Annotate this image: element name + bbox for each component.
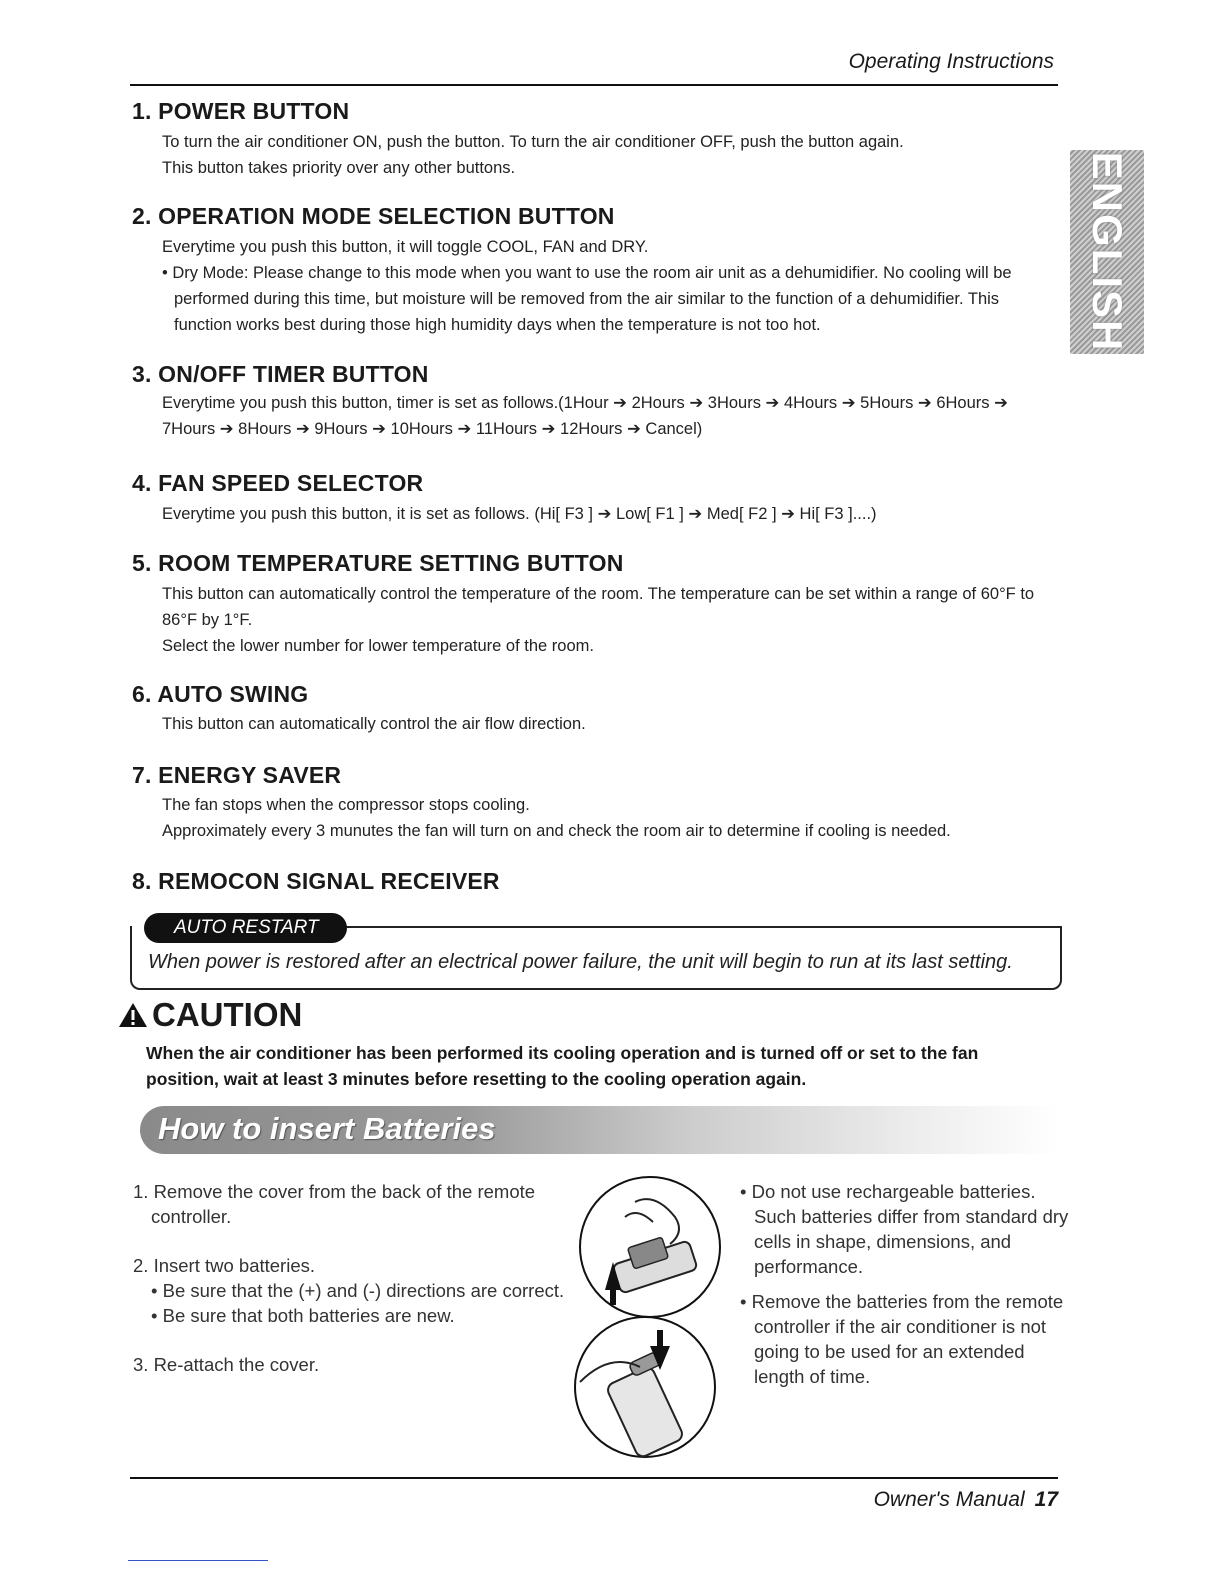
auto-restart-text: When power is restored after an electrical power failure, the unit will begin to run at its last setting. (148, 951, 1013, 973)
insert-batteries-illustration (570, 1312, 720, 1462)
section-body (162, 390, 1022, 442)
section-line: The fan stops when the compressor stops cooling. (162, 796, 530, 814)
section-title: 2. OPERATION MODE SELECTION BUTTON (132, 203, 615, 229)
section-line: • Dry Mode: Please change to this mode when you want to use the room air unit as a dehumidifier. No cooling will be performed during this time, but moisture will be removed from the air similar to the function of a dehumidifier. This function works best during those high humidity days when the temperature is not too hot. (162, 264, 1012, 334)
caution-heading (118, 996, 302, 1034)
page-header-title: Operating Instructions (848, 50, 1054, 73)
battery-step: • Be sure that the (+) and (-) directions are correct. (151, 1280, 565, 1301)
page-number: 17 (1034, 1488, 1058, 1511)
batteries-banner (140, 1106, 1060, 1154)
header-rule (130, 84, 1058, 86)
section-line: Approximately every 3 munutes the fan will turn on and check the room air to determine if cooling is needed. (162, 822, 951, 840)
auto-restart-top-rule (340, 926, 1060, 928)
page-footer (874, 1488, 1058, 1512)
battery-tips (740, 1179, 1070, 1389)
battery-tip: • Remove the batteries from the remote controller if the air conditioner is not going to be used for an extended length of time. (740, 1291, 1064, 1387)
remove-cover-illustration (575, 1172, 725, 1322)
battery-step: 3. Re-attach the cover. (133, 1354, 320, 1375)
section-line: This button takes priority over any other buttons. (162, 159, 516, 177)
bottom-link-line (128, 1560, 268, 1561)
caution-text: When the air conditioner has been performed its cooling operation and is turned off or set to the fan position, wait at least 3 minutes before resetting to the cooling operation again. (146, 1043, 979, 1089)
battery-steps (133, 1179, 573, 1377)
section-title: 5. ROOM TEMPERATURE SETTING BUTTON (132, 550, 624, 576)
section-line: This button can automatically control the air flow direction. (162, 715, 586, 733)
section-line: This button can automatically control the temperature of the room. The temperature can be set within a range of 60°F to 86°F by 1°F. (162, 585, 1035, 629)
battery-step: 2. Insert two batteries. (133, 1255, 316, 1276)
section-body (162, 234, 1042, 338)
battery-tip: • Do not use rechargeable batteries. Such batteries differ from standard dry cells in shape, dimensions, and performance. (740, 1181, 1069, 1277)
batteries-title: How to insert Batteries (158, 1111, 496, 1146)
section-body (162, 501, 1062, 527)
footer-rule (130, 1477, 1058, 1479)
caution-title: CAUTION (152, 996, 303, 1033)
section-title: 6. AUTO SWING (132, 681, 309, 707)
section-line: Everytime you push this button, it will toggle COOL, FAN and DRY. (162, 238, 649, 256)
section-line: Select the lower number for lower temperature of the room. (162, 637, 594, 655)
warning-icon (118, 1002, 148, 1028)
section-body (162, 129, 1062, 181)
section-title: 1. POWER BUTTON (132, 98, 350, 124)
section-body (162, 792, 1062, 844)
language-tab (1070, 150, 1144, 354)
footer-title: Owner's Manual (873, 1488, 1025, 1511)
section-title: 3. ON/OFF TIMER BUTTON (132, 361, 429, 387)
section-title: 8. REMOCON SIGNAL RECEIVER (132, 868, 500, 894)
battery-step: • Be sure that both batteries are new. (151, 1305, 455, 1326)
section-line: Everytime you push this button, timer is set as follows.(1Hour ➔ 2Hours ➔ 3Hours ➔ 4Hours ➔ 5Hours ➔ 6Hours ➔ 7Hours ➔ 8Hours ➔ 9Hours ➔ 10Hours ➔ 11Hours ➔ 12Hours ➔ Cancel) (162, 394, 1008, 438)
auto-restart-label: AUTO RESTART (144, 913, 347, 943)
section-line: Everytime you push this button, it is set as follows. (Hi[ F3 ] ➔ Low[ F1 ] ➔ Med[ F2 ] ➔ Hi[ F3 ]....) (162, 505, 877, 523)
language-tab-label: ENGLISH (1084, 151, 1131, 353)
battery-step: 1. Remove the cover from the back of the remote controller. (133, 1181, 536, 1227)
section-title: 4. FAN SPEED SELECTOR (132, 470, 424, 496)
section-line: To turn the air conditioner ON, push the button. To turn the air conditioner OFF, push the button again. (162, 133, 904, 151)
section-title: 7. ENERGY SAVER (132, 762, 342, 788)
section-body (162, 581, 1062, 659)
section-body (162, 711, 1062, 737)
